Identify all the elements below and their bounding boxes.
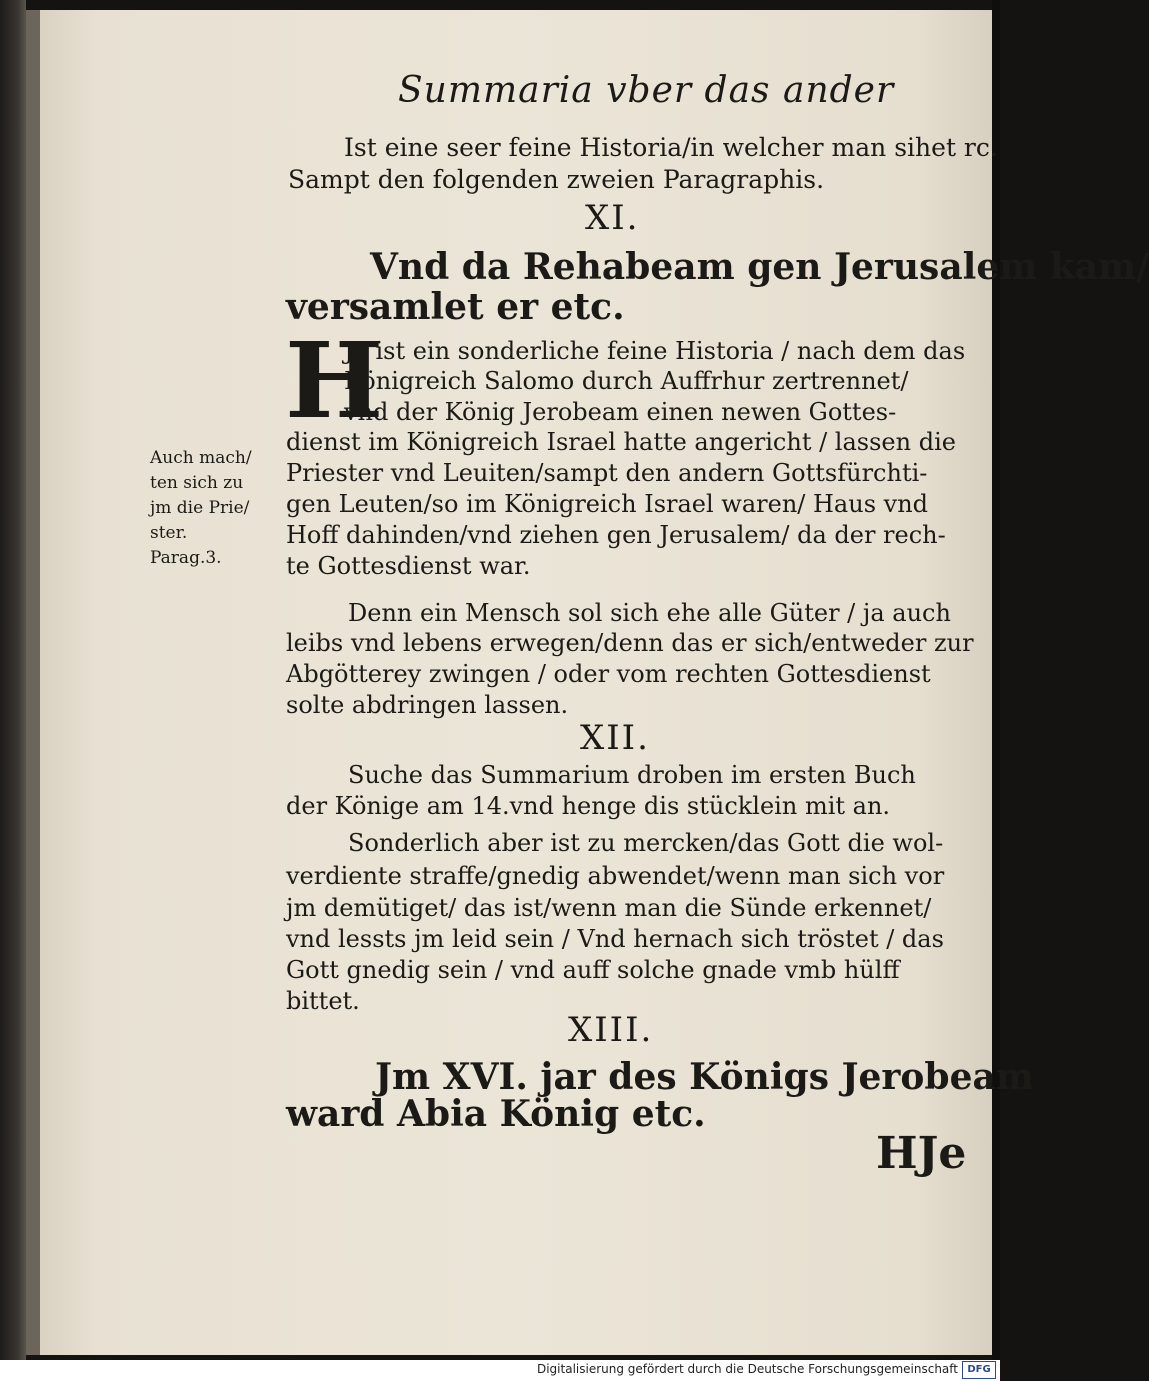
xi-p1-line-5: Priester vnd Leuiten/sampt den andern Gottsfürchti- (286, 459, 928, 487)
xii-p2-line-3: jm demütiget/ das ist/wenn man die Sünde erkennet/ (286, 894, 932, 922)
xi-p1-line-7: Hoff dahinden/vnd ziehen gen Jerusalem/ da der rech- (286, 521, 946, 549)
drop-cap-initial: H (285, 319, 384, 442)
section-xiii-heading-2: ward Abia König etc. (286, 1093, 706, 1135)
section-xi-numeral: XI. (585, 198, 640, 238)
funding-credit: Digitalisierung gefördert durch die Deutsche Forschungsgemeinschaft (536, 1362, 958, 1376)
xii-p2-line-6: bittet. (286, 987, 360, 1015)
book-spine (0, 0, 26, 1360)
section-xii-numeral: XII. (580, 718, 650, 758)
catchword: HJe (876, 1128, 967, 1179)
xii-p2-line-5: Gott gnedig sein / vnd auff solche gnade vmb hülff (286, 956, 900, 984)
xii-p1-line-1: Suche das Summarium droben im ersten Buch (348, 761, 916, 789)
xi-p1-line-2: Königreich Salomo durch Auffrhur zertrennet/ (344, 367, 909, 395)
running-header: Summaria vber das ander (398, 70, 895, 111)
marginal-note-line-2: ten sich zu (150, 473, 244, 493)
xi-p2-line-1: Denn ein Mensch sol sich ehe alle Güter / ja auch (348, 599, 951, 627)
intro-line-2: Sampt den folgenden zweien Paragraphis. (288, 165, 825, 194)
xii-p2-line-1: Sonderlich aber ist zu mercken/das Gott die wol- (348, 829, 944, 857)
marginal-note-line-3: jm die Prie/ (150, 498, 250, 518)
xi-p1-line-3: vnd der König Jerobeam einen newen Gottes- (344, 398, 897, 426)
section-xi-heading-2: versamlet er etc. (286, 286, 625, 328)
xi-p2-line-4: solte abdringen lassen. (286, 691, 569, 719)
marginal-note-line-4: ster. (150, 523, 188, 543)
dfg-logo: DFG (962, 1361, 996, 1379)
intro-line-1: Ist eine seer feine Historia/in welcher man sihet rc. (344, 133, 998, 162)
xi-p2-line-3: Abgötterey zwingen / oder vom rechten Gottesdienst (286, 660, 931, 688)
xi-p2-line-2: leibs vnd lebens erwegen/denn das er sich/entweder zur (286, 629, 974, 657)
page-edge (992, 0, 1000, 1360)
section-xiii-heading-1: Jm XVI. jar des Königs Jerobeam (375, 1056, 1034, 1098)
xi-p1-line-6: gen Leuten/so im Königreich Israel waren/ Haus vnd (286, 490, 929, 518)
xii-p1-line-2: der Könige am 14.vnd henge dis stücklein mit an. (286, 792, 891, 820)
xi-p1-line-8: te Gottesdienst war. (286, 552, 531, 580)
section-xiii-numeral: XIII. (568, 1010, 654, 1050)
xi-p1-line-4: dienst im Königreich Israel hatte angericht / lassen die (286, 428, 956, 456)
xi-p1-line-1: Je ist ein sonderliche feine Historia / nach dem das (344, 337, 966, 365)
xii-p2-line-2: verdiente straffe/gnedig abwendet/wenn man sich vor (286, 862, 945, 890)
footer-bar (0, 1360, 1000, 1381)
xii-p2-line-4: vnd lessts jm leid sein / Vnd hernach sich tröstet / das (286, 925, 944, 953)
section-xi-heading-1: Vnd da Rehabeam gen Jerusalem kam/ (370, 246, 1149, 288)
marginal-note-line-1: Auch mach/ (150, 448, 252, 468)
marginal-note-line-5: Parag.3. (150, 548, 222, 568)
